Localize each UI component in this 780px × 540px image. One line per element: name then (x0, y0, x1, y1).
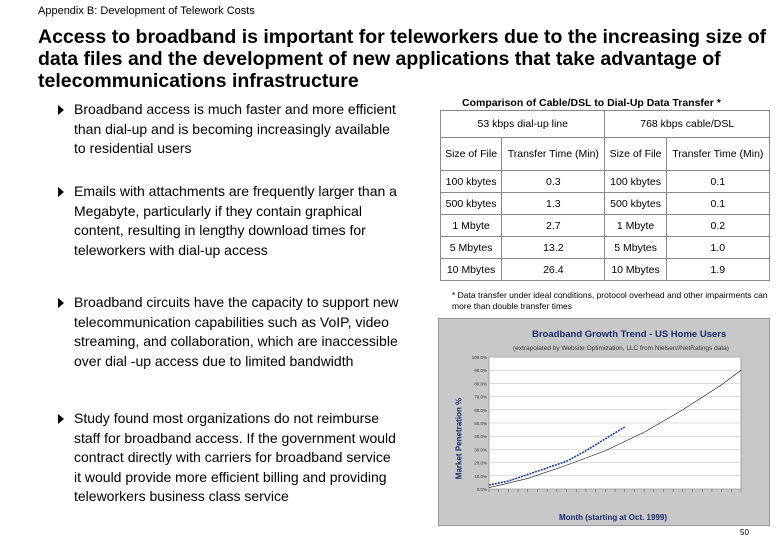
transfer-table (440, 110, 770, 281)
table-cell: 1 Mbyte (441, 215, 502, 237)
column-header: Transfer Time (Min) (502, 138, 605, 171)
bullet-item (54, 182, 399, 260)
broadband-chart (438, 318, 770, 526)
y-tick-label: 60.0% (474, 407, 487, 413)
triangle-bullet-icon (58, 414, 64, 424)
triangle-bullet-icon (58, 105, 64, 115)
table-cell: 13.2 (502, 237, 605, 259)
chart-title: Broadband Growth Trend - US Home Users (532, 329, 727, 340)
table-cell: 0.2 (666, 215, 769, 237)
table-group-row (441, 111, 770, 138)
table-cell: 0.1 (666, 171, 769, 193)
y-tick-label: 10.0% (474, 473, 487, 479)
bullet-item (54, 409, 399, 507)
group-header-broadband: 768 kbps cable/DSL (605, 111, 770, 138)
table-cell: 0.3 (502, 171, 605, 193)
y-tick-label: 80.0% (474, 381, 487, 387)
table-cell: 1.3 (502, 193, 605, 215)
table-cell: 500 kbytes (441, 193, 502, 215)
table-cell: 500 kbytes (605, 193, 666, 215)
bullet-text: Broadband circuits have the capacity to support new telecommunication capabilities such as VoIP, video streaming, and collaboration, which are inaccessible over dial -up access due to limited bandwidth (74, 294, 399, 369)
table-cell: 1.9 (666, 259, 769, 281)
table-cell: 100 kbytes (605, 171, 666, 193)
y-tick-label: 100.0% (471, 355, 487, 360)
table-row (441, 171, 770, 193)
table-cell: 5 Mbytes (441, 237, 502, 259)
table-caption: Comparison of Cable/DSL to Dial-Up Data Transfer * (462, 97, 721, 109)
group-header-dialup: 53 kbps dial-up line (441, 111, 605, 138)
y-tick-label: 50.0% (474, 421, 487, 426)
chart-subtitle: (extrapolated by Website Optimization, LLC from Nielsen//NetRatings data) (513, 345, 729, 352)
table-row (441, 193, 770, 215)
bullet-text: Broadband access is much faster and more efficient than dial-up and is becoming increasingly available to residential users (74, 101, 396, 156)
table-cell: 26.4 (502, 259, 605, 281)
table-cell: 10 Mbytes (441, 259, 502, 281)
table-cell: 1 Mbyte (605, 215, 666, 237)
bullet-text: Emails with attachments are frequently larger than a Megabyte, particularly if they contain graphical content, resulting in lengthy download times for teleworkers with dial-up access (74, 183, 397, 258)
bullet-item (54, 100, 399, 159)
chart-x-axis-label: Month (starting at Oct. 1999) (559, 513, 668, 522)
table-cell: 100 kbytes (441, 171, 502, 193)
y-tick-label: 90.0% (474, 368, 487, 374)
chart-y-axis-label: Market Penetration % (454, 397, 464, 480)
table-cell: 1.0 (666, 237, 769, 259)
page-title: Access to broadband is important for teleworkers due to the increasing size of data files and the development of new applications that take advantage of telecommunications infrastructure (38, 26, 767, 92)
table-row (441, 259, 770, 281)
column-header: Transfer Time (Min) (666, 138, 769, 171)
y-tick-label: 30.0% (474, 447, 487, 453)
triangle-bullet-icon (58, 298, 64, 308)
y-tick-label: 20.0% (474, 460, 487, 466)
column-header: Size of File (605, 138, 666, 171)
y-tick-label: 70.0% (474, 394, 487, 400)
table-cell: 5 Mbytes (605, 237, 666, 259)
table-cell: 10 Mbytes (605, 259, 666, 281)
table-cell: 2.7 (502, 215, 605, 237)
appendix-header: Appendix B: Development of Telework Costs (38, 5, 255, 17)
column-header: Size of File (441, 138, 502, 171)
table-cell: 0.1 (666, 193, 769, 215)
bullet-text: Study found most organizations do not reimburse staff for broadband access. If the government would contract directly with carriers for broadband service it would provide more efficient billing and providing teleworkers business class service (74, 410, 396, 504)
table-row (441, 215, 770, 237)
table-footnote: * Data transfer under ideal conditions, protocol overhead and other impairments can more than double transfer times (452, 290, 768, 311)
bullet-item (54, 293, 399, 371)
table-row (441, 237, 770, 259)
chart-plot (471, 353, 766, 513)
y-tick-label: 40.0% (474, 434, 487, 440)
triangle-bullet-icon (58, 187, 64, 197)
y-tick-label: 0.0% (476, 487, 487, 492)
page-number: 50 (740, 528, 749, 537)
table-header-row (441, 138, 770, 171)
